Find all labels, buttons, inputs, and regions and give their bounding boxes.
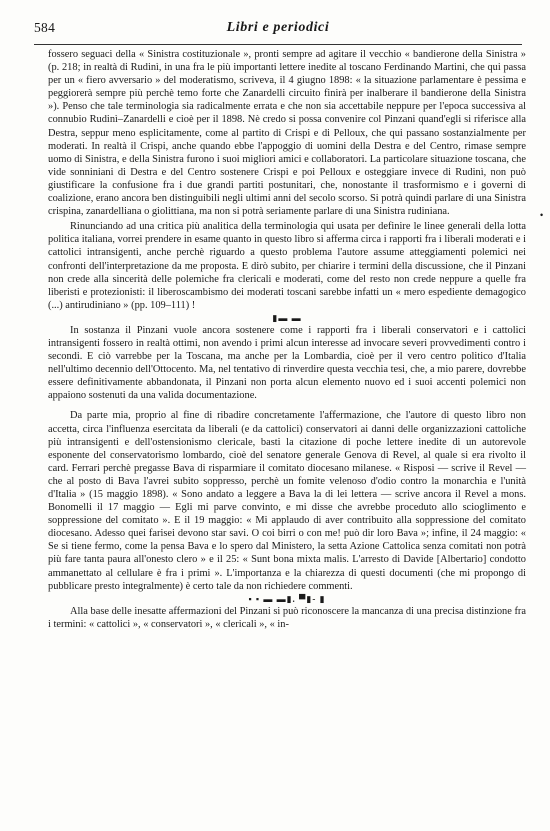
header-rule xyxy=(34,44,522,45)
scan-marks: ▮▬ ▬ xyxy=(272,312,302,323)
scan-artifact xyxy=(48,312,526,324)
scan-marks-2: ▪ ▪ ▬ ▬▮. ▀▮- ▮ xyxy=(248,593,326,604)
paragraph-conclusion: Alla base delle inesatte affermazioni del Pinzani si può riconoscere la mancanza di una precisa distinzione fra i termini: « cattolici », « conservatori », « clericali », « in- xyxy=(48,605,526,630)
paragraph-sostanza: In sostanza il Pinzani vuole ancora sostenere come i rapporti fra i liberali conservatori e i cattolici intransigenti fossero in realtà ottimi, non avendo i primi alcun interesse ad invocare severi provvedimenti contro i secondi. E ciò varrebbe per la Toscana, ma anche per la Lombardia, cioè per il vero centro politico d'Italia nell'ultimo decennio dell'Ottocento. Ma, nel tentativo di rinverdire questa vecchia tesi, che, a mio parere, dovrebbe essere definitivamente abbandonata, il Pinzani non porta alcun elemento nuovo ed i suoi accenti polemici non appaiono sostenuti da una valida documentazione. xyxy=(48,324,526,402)
scan-artifact-2 xyxy=(48,593,526,605)
paragraph-revel: Da parte mia, proprio al fine di ribadire concretamente l'affermazione, che l'autore di questo libro non accetta, circa l'influenza esercitata da liberali (e da cattolici) conservatori ai danni delle organizzazioni cattoliche più intransigenti e dell'ostensionismo clericale, basti la citazione di poche lettere inedite di un autorevole esponente del conservatorismo lombardo, cioè del senatore generale Genova di Revel, al quale si era rivolto il card. Ferrari perchè pregasse Bava di risparmiare il comitato diocesano milanese. « Risposi — scrive il Revel — che al posto di Bava l'avrei subito soppresso, perchè un fomite velenoso d'odio contro la monarchia e l'unità d'Italia » (15 maggio 1898). « Sono andato a leggere a Bava la di lei lettera — scrive ancora il Revel a mons. Bonomelli il 17 maggio — Egli mi parve convinto, e mi disse che avrebbe proceduto allo scioglimento e soppressione del comitato ». E il 19 maggio: « Mi applaudo di aver contribuito alla soppressione del comitato diocesano. Adesso quei farisei devono star savi. O coi birri o con me! può dir loro Bava »; infine, il 24 maggio: « Se si tiene fermo, come la pensa Bava e lo spero dal Ministero, la setta Azione Cattolica senza comitati non potrà più fare tanta paura all'onesto clero » e il 25: « Sunt bona mixta malis. L'arresto di Davide [Albertario] condotto ammanettato al cellulare è fra i primi ». L'importanza e la chiarezza di questi documenti (che mi propongo di pubblicare presto integralmente) è certo tale da non richiedere commenti. xyxy=(48,410,526,592)
page-header xyxy=(34,20,522,42)
paragraph-continuation: fossero seguaci della « Sinistra costituzionale », pronti sempre ad agitare il vecchio « bandierone della Sinistra » (p. 218; in realtà di Rudinì, in una fra le più importanti lettere inedite al toscano Ferdinando Martini, che qui passa per un « fiero avversario » del moderatismo, scriveva, il 4 giugno 1898: « la situazione parlamentare è pessima e peggiorerà sempre più perchè temo forte che Zanardelli circuito finirà per inalberare il bandierone della Sinistra »). Penso che tale terminologia sia radicalmente errata e che non sia accettabile neppure per l'epoca successiva al connubio Rudinì–Zanardelli e cioè per il 1898. Nè credo si possa convenire col Pinzani quand'egli si riferisce alla Destra, seppur meno esplicitamente, come al partito di Crispi e di Pelloux, che qui passano sostanzialmente per moderati. In realtà il Crispi, anche quando ebbe l'appoggio di uomini della Destra e del Centro, rimase sempre uomo di Sinistra, e della Sinistra furono i suoi migliori amici e collaboratori. La particolare situazione toscana, che vide sonniniani di Destra e del Centro sostenere Crispi e poi Pelloux e osteggiare invece di Rudinì, non può giustificare la confusione fra i due grandi partiti postunitari, che, nonostante il trasformismo e i governi di coalizione, erano ancora ben distinguibili negli ultimi anni del secolo scorso. Si potrà quindi parlare di una Sinistra crispina, zanardelliana o giolittiana, ma non si potrà seriamente parlare di una Sinistra rudiniana. xyxy=(48,49,526,218)
body-text xyxy=(48,48,526,631)
paragraph-terminologia: Rinunciando ad una critica più analitica della terminologia qui usata per definire le linee generali della lotta politica italiana, vorrei prendere in esame quanto in questo libro si afferma circa i rapporti fra i liberali moderati e i cattolici intransigenti, anche perchè riguardo a questo problema l'autore assume atteggiamenti polemici nei confronti dell'interpretazione da me proposta. E dirò subito, per chiarire i termini della discussione, che il Pinzani non crede alla sincerità delle polemiche fra clericali e moderati, come del resto non crede neppure a quelle fra liberisti e protezionisti: il liberoscambismo dei moderati toscani sarebbe infatti un « mero espediente demagogico (...) antirudiniano » (pp. 109–111) ! xyxy=(48,221,526,311)
running-title: Libri e periodici xyxy=(226,20,330,35)
page-number: 584 xyxy=(34,20,56,35)
margin-mark: • xyxy=(540,210,544,220)
